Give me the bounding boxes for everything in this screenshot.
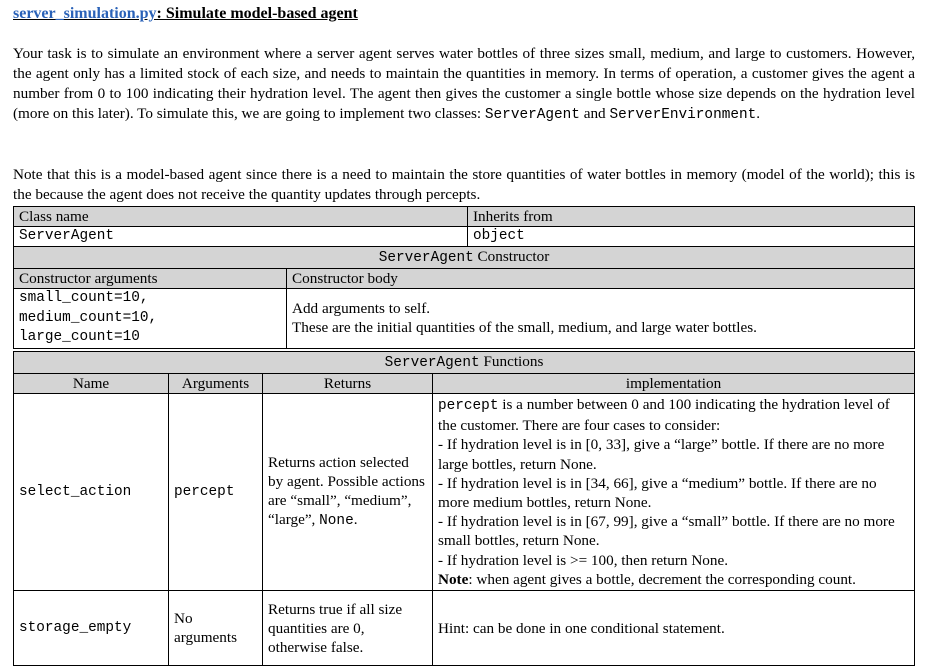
and-word: and — [579, 105, 610, 122]
constructor-args-cell — [14, 289, 287, 349]
note-text: : when agent gives a bottle, decrement the corresponding count. — [468, 570, 856, 588]
impl-intro-text: is a number between 0 and 100 indicating the hydration level of the customer. There are four cases to consider: — [438, 396, 890, 435]
impl-note — [438, 570, 909, 589]
page-heading — [13, 5, 358, 23]
intro-text: Your task is to simulate an environment where a server agent serves water bottles of three sizes small, medium, and large to customers. However, the agent only has a limited stock of each size, and needs to maintain the quantities in memory. In terms of operation, a customer gives the agent a number from 0 to 100 indicating their hydration level. The agent then gives the customer a single bottle whose size depends on the hydration level (more on this later). To simulate this, we are going to implement two classes: — [13, 45, 915, 122]
functions-table — [13, 351, 915, 666]
returns-cell: Returns true if all size quantities are 0, otherwise false. — [263, 591, 433, 666]
functions-banner-code: ServerAgent — [384, 355, 480, 371]
impl-case: - If hydration level is >= 100, then return None. — [438, 551, 729, 569]
class-name-header: Class name — [14, 207, 468, 227]
function-name-select-action: select_action — [14, 394, 169, 591]
constructor-banner-text: Constructor — [473, 248, 550, 265]
functions-banner — [14, 352, 915, 374]
implementation-cell: Hint: can be done in one conditional statement. — [433, 591, 915, 666]
constructor-banner-code: ServerAgent — [378, 250, 474, 266]
implementation-cell — [433, 394, 915, 591]
constructor-body-cell — [287, 289, 915, 349]
model-note-paragraph: Note that this is a model-based agent since there is a need to maintain the store quantities of water bottles in memory (model of the world); this is the because the agent does not receive the quantity updates through percepts. — [13, 166, 915, 203]
table-row — [14, 394, 915, 591]
impl-case: - If hydration level is in [0, 33], give a “large” bottle. If there are no more large bottles, return None. — [438, 436, 885, 473]
returns-end: . — [353, 511, 358, 529]
constructor-body-line: Add arguments to self. — [292, 300, 431, 318]
returns-header: Returns — [263, 374, 433, 394]
constructor-body-header: Constructor body — [287, 269, 915, 289]
constructor-body-line: These are the initial quantities of the small, medium, and large water bottles. — [292, 319, 757, 337]
note-label: Note — [438, 570, 469, 588]
function-name-storage-empty: storage_empty — [14, 591, 169, 666]
arguments-header: Arguments — [169, 374, 263, 394]
impl-percept-code: percept — [438, 398, 499, 414]
constructor-table — [13, 246, 915, 349]
arg-small-count: small_count=10, — [19, 290, 149, 306]
impl-case: - If hydration level is in [67, 99], give a “small” bottle. If there are no more small bottles, return None. — [438, 513, 895, 550]
intro-paragraph — [13, 44, 915, 125]
impl-intro — [438, 395, 909, 435]
period: . — [756, 105, 761, 122]
returns-text: Returns action selected by agent. Possible actions are “small”, “medium”, “large”, — [268, 454, 425, 529]
arg-large-count: large_count=10 — [19, 329, 140, 345]
impl-case: - If hydration level is in [34, 66], give a “medium” bottle. If there are no more medium bottles, return None. — [438, 474, 877, 512]
class-name-server-environment: ServerEnvironment — [609, 107, 757, 123]
constructor-args-header: Constructor arguments — [14, 269, 287, 289]
class-table — [13, 206, 915, 247]
returns-cell — [263, 394, 433, 591]
class-name-server-agent: ServerAgent — [484, 107, 580, 123]
function-args-none: No arguments — [169, 591, 263, 666]
class-name-value: ServerAgent — [14, 227, 468, 247]
filename-link[interactable]: server_simulation.py — [13, 5, 157, 22]
inherits-value: object — [468, 227, 915, 247]
implementation-header: implementation — [433, 374, 915, 394]
heading-title: : Simulate model-based agent — [156, 5, 358, 22]
name-header: Name — [14, 374, 169, 394]
function-args-percept: percept — [169, 394, 263, 591]
constructor-banner — [14, 247, 915, 269]
returns-code-none: None — [319, 513, 354, 530]
arg-medium-count: medium_count=10, — [19, 309, 158, 326]
inherits-header: Inherits from — [468, 207, 915, 227]
functions-banner-text: Functions — [479, 353, 544, 370]
table-row — [14, 591, 915, 666]
